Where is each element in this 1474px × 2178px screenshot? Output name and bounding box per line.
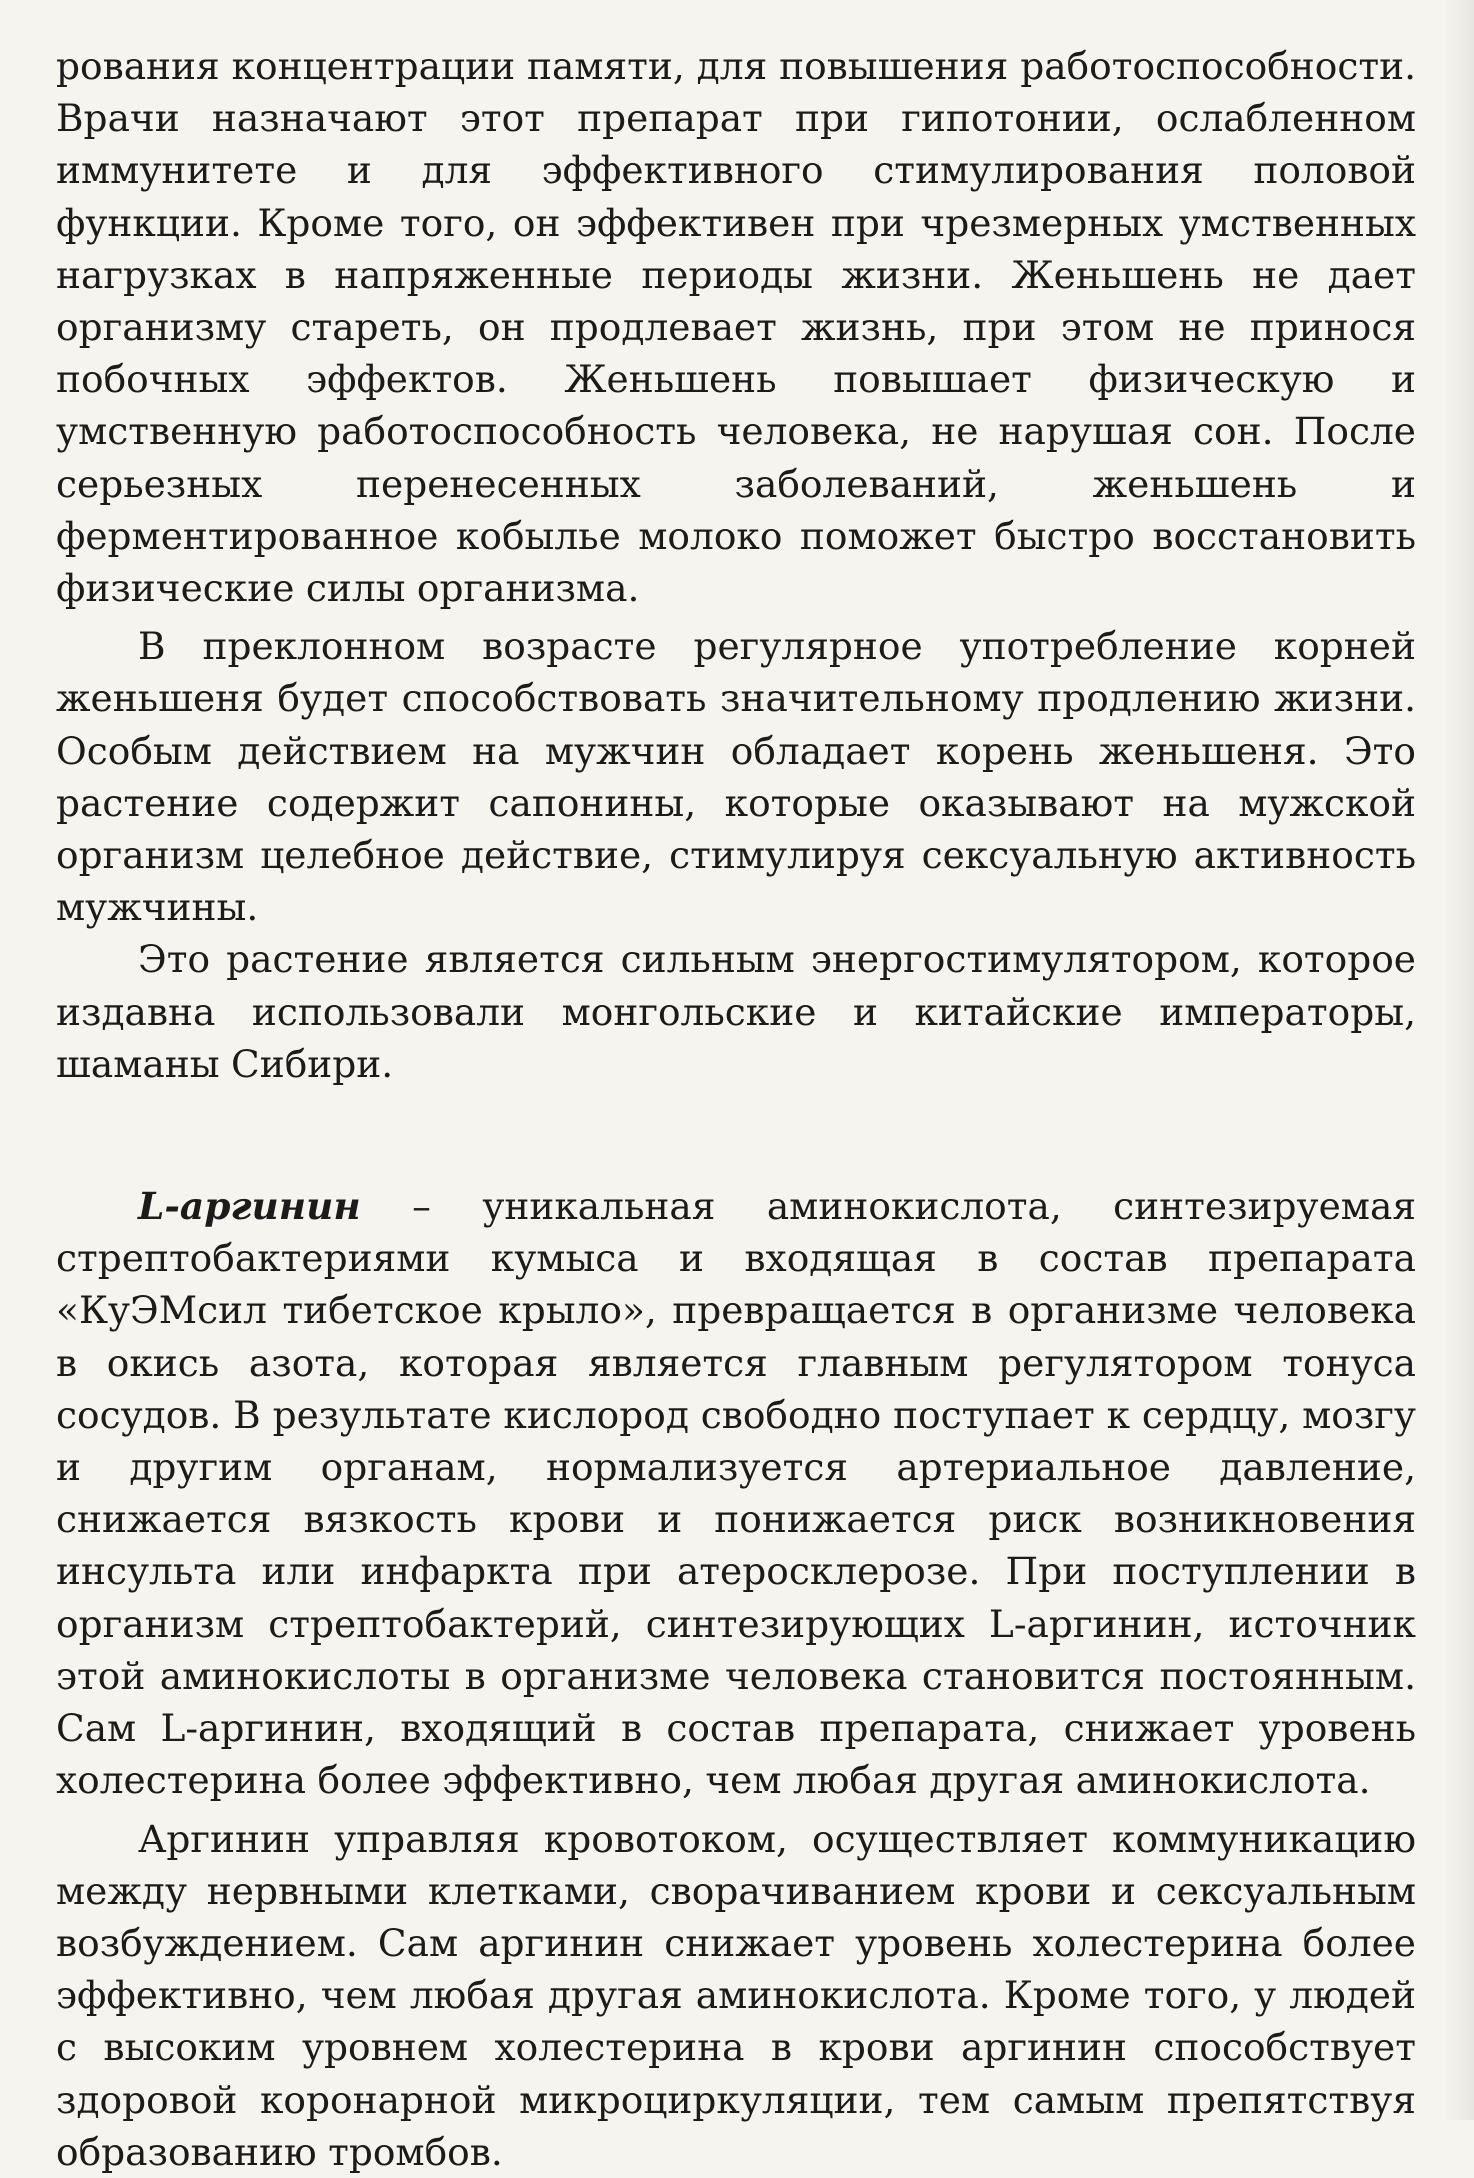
paragraph-ginseng-benefits: рования концентрации памяти, для повышения работоспособности. Врачи назначают этот препарат при гипотонии, ослабленном иммунитете и для эффективного стимулирования половой функции. Кроме того, он эффективен при чрезмерных умственных нагрузках в напряженные периоды жизни. Женьшень не дает организму стареть, он продлевает жизнь, при этом не принося побочных эффектов. Женьшень повышает физическую и умственную работоспособность человека, не нарушая сон. После серьезных перенесенных заболеваний, женьшень и ферментированное кобылье молоко поможет быстро восстановить физические силы организма. bbox=[56, 44, 1416, 611]
paragraph-ginseng-energy: Это растение является сильным энергостимулятором, которое издавна использовали монгольские и китайские императоры, шаманы Сибири. bbox=[56, 937, 1416, 1086]
page-edge-shadow bbox=[1444, 0, 1474, 2120]
term-l-arginine: L-аргинин bbox=[138, 1184, 361, 1229]
paragraph-l-arginine-text: – уникальная аминокислота, синтезируемая стрептобактериями кумыса и входящая в состав препарата «КуЭМсил тибетское крыло», превращается в организме человека в окись азота, которая является главным регулятором тонуса сосудов. В результате кислород свободно поступает к сердцу, мозгу и другим органам, нормализуется артериальное давление, снижается вязкость крови и понижается риск возникновения инсульта или инфаркта при атеросклерозе. При поступлении в организм стрептобактерий, синтезирующих L-аргинин, источник этой аминокислоты в организме человека становится постоянным. Сам L-аргинин, входящий в состав препарата, снижает уровень холестерина более эффективно, чем любая другая аминокислота. bbox=[56, 1184, 1416, 1803]
paragraph-arginine-bloodflow: Аргинин управляя кровотоком, осуществляет коммуникацию между нервными клетками, свoрачиванием крови и сексуальным возбуждением. Сам аргинин снижает уровень холестерина более эффективно, чем любая другая аминокислота. Кроме того, у людей с высоким уровнем холестерина в крови аргинин способствует здоровой коронарной микроциркуляции, тем самым препятствуя образованию тромбов. bbox=[56, 1816, 1416, 2174]
paragraph-l-arginine bbox=[56, 1180, 1416, 1806]
paragraph-ginseng-longevity: В преклонном возрасте регулярное употребление корней женьшеня будет способствовать значительному продлению жизни. Особым действием на мужчин обладает корень женьшеня. Это растение содержит сапонины, которые оказывают на мужской организм целебное действие, стимулируя сексуальную активность мужчины. bbox=[56, 624, 1416, 930]
